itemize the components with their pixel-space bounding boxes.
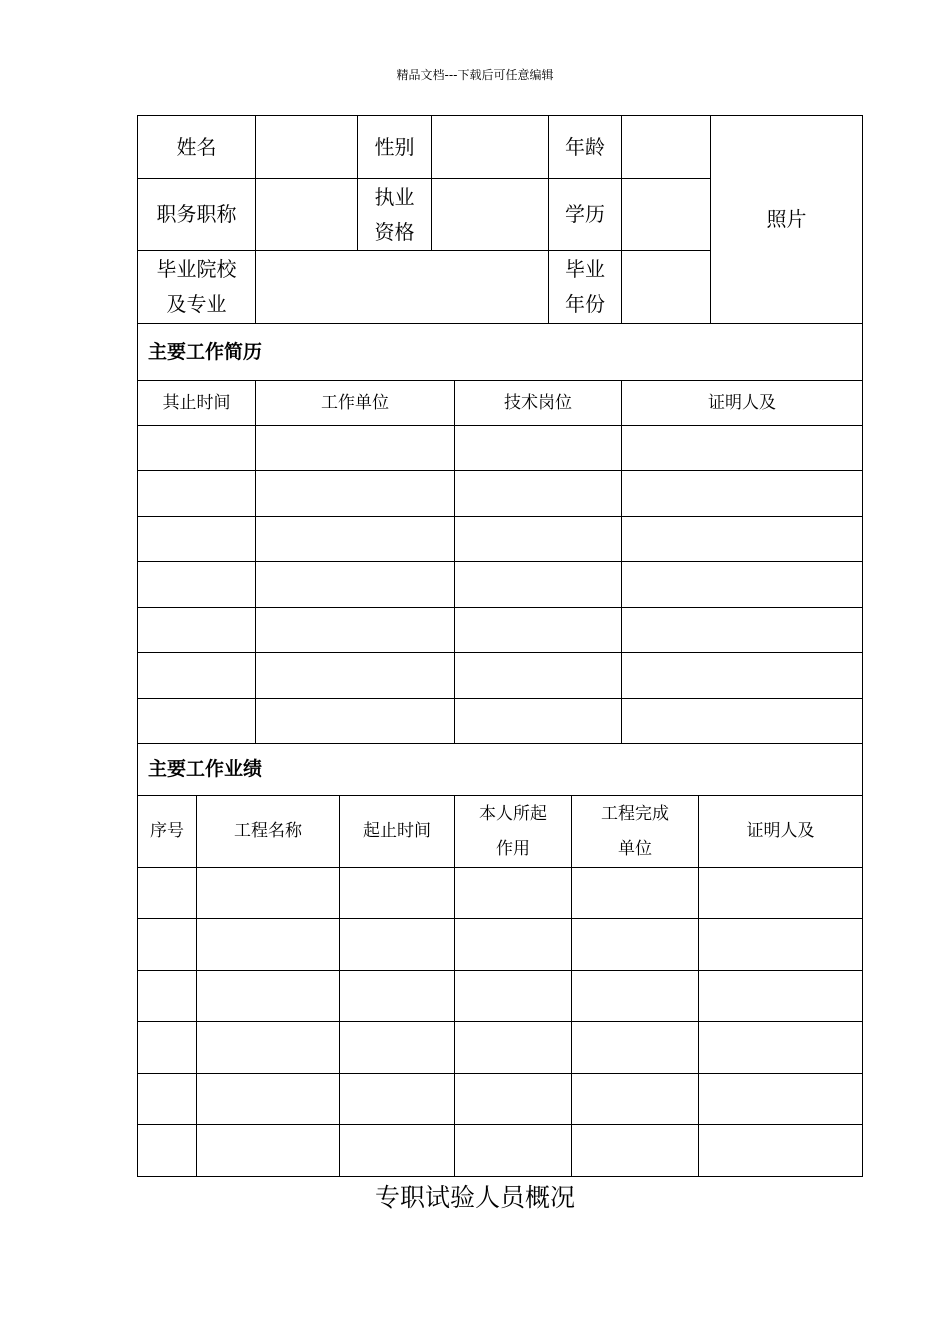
school-value[interactable] (256, 251, 549, 324)
achievement-row-cell[interactable] (340, 868, 455, 919)
gender-label: 性别 (358, 116, 432, 179)
resume-row-cell[interactable] (622, 653, 862, 699)
resume-row-cell[interactable] (455, 517, 622, 562)
resume-row-cell[interactable] (455, 426, 622, 471)
qualification-label (358, 179, 432, 251)
school-label-line2: 及专业 (166, 292, 227, 316)
ach-header-period: 起止时间 (340, 796, 455, 868)
achievement-row-cell[interactable] (455, 868, 572, 919)
achievement-row-cell[interactable] (699, 1125, 862, 1176)
school-label-line1: 毕业院校 (156, 257, 237, 281)
position-label: 职务职称 (138, 179, 256, 251)
ach-header-role (455, 796, 572, 868)
header-note: 精品文档---下载后可任意编辑 (396, 68, 554, 82)
resume-row-cell[interactable] (622, 471, 862, 517)
achievement-row-cell[interactable] (138, 1074, 197, 1125)
ach-header-role-line2: 作用 (496, 838, 530, 859)
achievement-row-cell[interactable] (138, 971, 197, 1022)
achievement-row-cell[interactable] (572, 1125, 699, 1176)
resume-row-cell[interactable] (455, 471, 622, 517)
resume-row-cell[interactable] (622, 608, 862, 653)
achievement-row-cell[interactable] (699, 919, 862, 971)
grad-year-label-line1: 毕业 (565, 257, 605, 281)
resume-header-employer: 工作单位 (256, 381, 455, 426)
resume-row-cell[interactable] (622, 562, 862, 608)
achievement-row-cell[interactable] (572, 1022, 699, 1074)
resume-header-period: 其止时间 (138, 381, 256, 426)
achievement-row-cell[interactable] (197, 1022, 340, 1074)
achievement-row-cell[interactable] (197, 868, 340, 919)
resume-row-cell[interactable] (138, 653, 256, 699)
achievement-row-cell[interactable] (138, 1022, 197, 1074)
ach-header-unit-line1: 工程完成 (601, 803, 669, 824)
achievement-row-cell[interactable] (572, 1074, 699, 1125)
school-label (138, 251, 256, 324)
resume-row-cell[interactable] (622, 426, 862, 471)
achievement-row-cell[interactable] (138, 868, 197, 919)
achievement-row-cell[interactable] (572, 971, 699, 1022)
name-label: 姓名 (138, 116, 256, 179)
ach-header-role-line1: 本人所起 (479, 803, 547, 824)
resume-row-cell[interactable] (256, 608, 455, 653)
position-value[interactable] (256, 179, 358, 251)
resume-row-cell[interactable] (256, 517, 455, 562)
achievement-row-cell[interactable] (455, 1022, 572, 1074)
achievement-row-cell[interactable] (699, 1074, 862, 1125)
education-value[interactable] (622, 179, 711, 251)
achievement-row-cell[interactable] (197, 1125, 340, 1176)
resume-row-cell[interactable] (455, 608, 622, 653)
resume-row-cell[interactable] (138, 562, 256, 608)
achievement-row-cell[interactable] (138, 919, 197, 971)
ach-header-index: 序号 (138, 796, 197, 868)
photo-cell: 照片 (711, 116, 862, 324)
qualification-label-line2: 资格 (374, 219, 415, 244)
grad-year-label-line2: 年份 (565, 292, 605, 316)
achievement-row-cell[interactable] (455, 971, 572, 1022)
resume-row-cell[interactable] (622, 517, 862, 562)
achievement-row-cell[interactable] (197, 971, 340, 1022)
achievement-row-cell[interactable] (340, 1022, 455, 1074)
achievement-row-cell[interactable] (138, 1125, 197, 1176)
ach-header-witness: 证明人及 (699, 796, 862, 868)
achievement-row-cell[interactable] (699, 1022, 862, 1074)
age-value[interactable] (622, 116, 711, 179)
age-label: 年龄 (549, 116, 622, 179)
resume-row-cell[interactable] (256, 562, 455, 608)
resume-row-cell[interactable] (455, 699, 622, 744)
resume-row-cell[interactable] (138, 471, 256, 517)
ach-header-project: 工程名称 (197, 796, 340, 868)
resume-row-cell[interactable] (138, 517, 256, 562)
page-title: 专职试验人员概况 (374, 1183, 575, 1212)
achievement-row-cell[interactable] (455, 919, 572, 971)
achievement-row-cell[interactable] (455, 1125, 572, 1176)
resume-header-post: 技术岗位 (455, 381, 622, 426)
education-label: 学历 (549, 179, 622, 251)
achievement-row-cell[interactable] (340, 919, 455, 971)
grad-year-label (549, 251, 622, 324)
achievement-row-cell[interactable] (572, 868, 699, 919)
achievement-row-cell[interactable] (699, 971, 862, 1022)
resume-form-table (137, 115, 863, 1177)
resume-header-witness: 证明人及 (622, 381, 862, 426)
ach-header-unit (572, 796, 699, 868)
resume-row-cell[interactable] (256, 426, 455, 471)
achievement-row-cell[interactable] (197, 919, 340, 971)
resume-row-cell[interactable] (138, 699, 256, 744)
grad-year-value[interactable] (622, 251, 711, 324)
resume-section-title: 主要工作简历 (138, 324, 862, 381)
ach-header-unit-line2: 单位 (618, 838, 652, 859)
achievement-row-cell[interactable] (572, 919, 699, 971)
achievements-section-title: 主要工作业绩 (138, 744, 862, 796)
qualification-value[interactable] (432, 179, 549, 251)
achievement-row-cell[interactable] (340, 971, 455, 1022)
resume-row-cell[interactable] (256, 699, 455, 744)
resume-row-cell[interactable] (256, 471, 455, 517)
resume-row-cell[interactable] (256, 653, 455, 699)
achievement-row-cell[interactable] (340, 1125, 455, 1176)
achievement-row-cell[interactable] (340, 1074, 455, 1125)
resume-row-cell[interactable] (138, 608, 256, 653)
resume-row-cell[interactable] (455, 653, 622, 699)
achievement-row-cell[interactable] (455, 1074, 572, 1125)
resume-row-cell[interactable] (455, 562, 622, 608)
achievement-row-cell[interactable] (197, 1074, 340, 1125)
resume-row-cell[interactable] (622, 699, 862, 744)
achievement-row-cell[interactable] (699, 868, 862, 919)
name-value[interactable] (256, 116, 358, 179)
gender-value[interactable] (432, 116, 549, 179)
qualification-label-line1: 执业 (374, 184, 415, 209)
resume-row-cell[interactable] (138, 426, 256, 471)
